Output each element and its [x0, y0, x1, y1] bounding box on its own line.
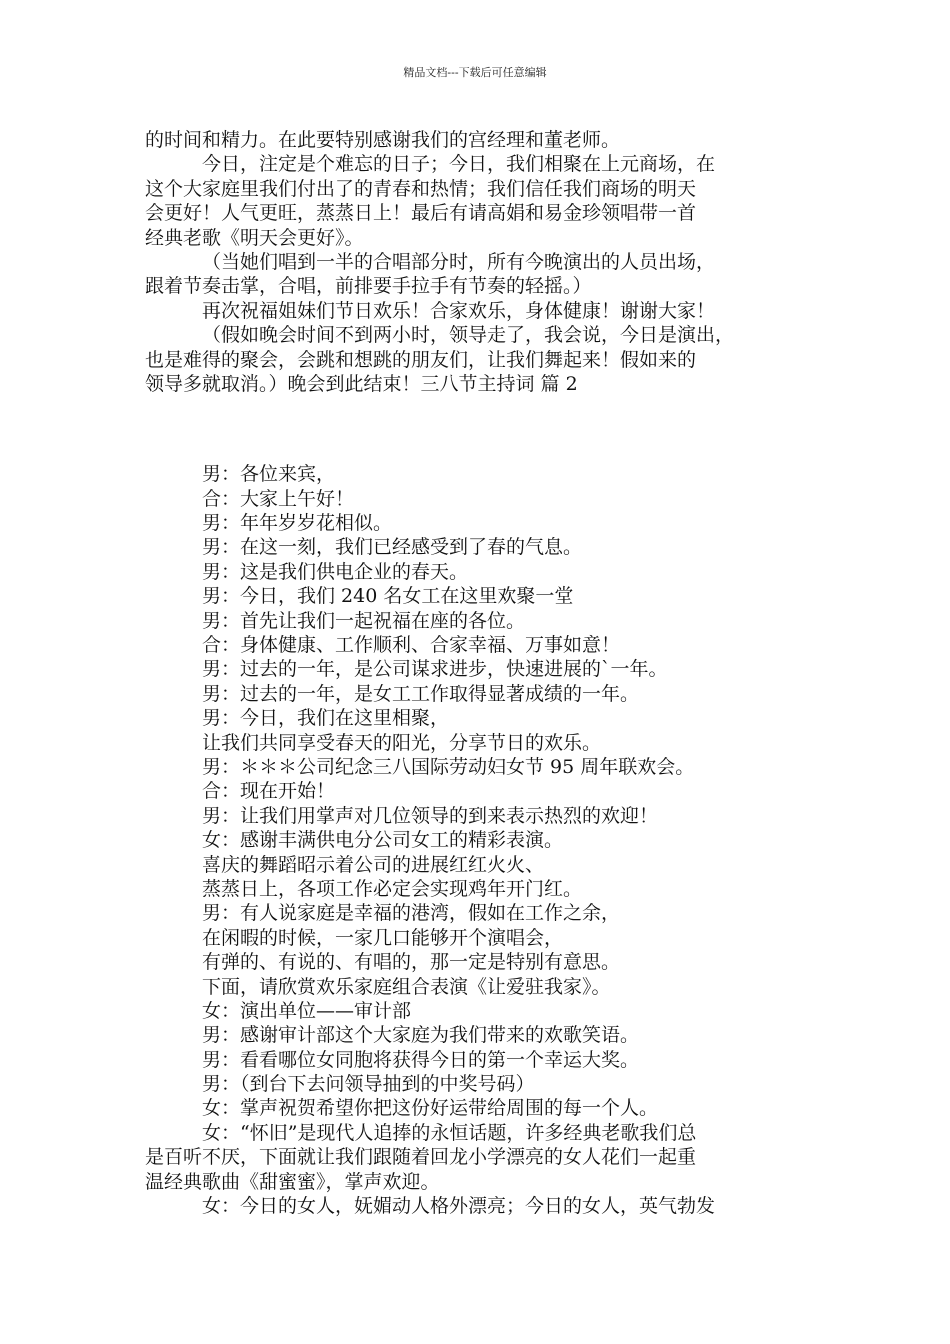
text-line: 男：过去的一年，是公司谋求进步，快速进展的`一年。	[202, 658, 668, 681]
text-line: 下面，请欣赏欢乐家庭组合表演《让爱驻我家》。	[202, 975, 611, 998]
text-line: 女：“怀旧”是现代人追捧的永恒话题，许多经典老歌我们总	[202, 1121, 697, 1144]
section-part2	[145, 462, 825, 1218]
text-line: 女：今日的女人，妩媚动人格外漂亮；今日的女人，英气勃发	[202, 1195, 716, 1218]
text-line: 男：＊＊＊公司纪念三八国际劳动妇女节 95 周年联欢会。	[202, 755, 695, 778]
text-line: 男：首先让我们一起祝福在座的各位。	[202, 609, 526, 632]
text-line: 喜庆的舞蹈昭示着公司的进展红红火火、	[202, 853, 545, 876]
text-line: 女：演出单位——审计部	[202, 999, 412, 1022]
text-line: 这个大家庭里我们付出了的青春和热情；我们信任我们商场的明天	[145, 177, 697, 200]
text-line: 男：在这一刻，我们已经感受到了春的气息。	[202, 536, 583, 559]
text-line: 男：感谢审计部这个大家庭为我们带来的欢歌笑语。	[202, 1024, 640, 1047]
text-line: 经典老歌《明天会更好》。	[145, 226, 364, 249]
text-line: 男：看看哪位女同胞将获得今日的第一个幸运大奖。	[202, 1048, 640, 1071]
text-line: 男：各位来宾，	[202, 463, 336, 486]
text-line: 蒸蒸日上，各项工作必定会实现鸡年开门红。	[202, 877, 583, 900]
page-header: 精品文档---下载后可任意编辑	[403, 66, 547, 79]
text-line: 是百听不厌，下面就让我们跟随着回龙小学漂亮的女人花们一起重	[145, 1146, 697, 1169]
text-line: 男：让我们用掌声对几位领导的到来表示热烈的欢迎！	[202, 804, 659, 827]
text-line: 女：感谢丰满供电分公司女工的精彩表演。	[202, 829, 564, 852]
text-line: 再次祝福姐妹们节日欢乐！合家欢乐，身体健康！谢谢大家！	[202, 299, 716, 322]
text-line: 合：身体健康、工作顺利、合家幸福、万事如意！	[202, 634, 621, 657]
text-line: （假如晚会时间不到两小时，领导走了，我会说，今日是演出，	[202, 324, 735, 347]
text-line: 跟着节奏击掌，合唱，前排要手拉手有节奏的轻摇。）	[145, 275, 592, 298]
text-line: 男：年年岁岁花相似。	[202, 512, 393, 535]
text-line: 男：这是我们供电企业的春天。	[202, 560, 469, 583]
text-line: 的时间和精力。在此要特别感谢我们的宫经理和董老师。	[145, 129, 621, 151]
text-line: 在闲暇的时候，一家几口能够开个演唱会，	[202, 926, 564, 949]
text-line: 会更好！人气更旺，蒸蒸日上！最后有请高娟和易金珍领唱带一首	[145, 202, 697, 225]
text-line: 合：现在开始！	[202, 780, 336, 803]
text-line: 男：有人说家庭是幸福的港湾，假如在工作之余，	[202, 902, 621, 925]
text-line: 合：大家上午好！	[202, 487, 355, 510]
text-line: 领导多就取消。）晚会到此结束！三八节主持词 篇 2	[145, 372, 578, 395]
text-line: 男：今日，我们在这里相聚，	[202, 707, 450, 730]
document-body	[145, 128, 825, 1218]
text-line: 也是难得的聚会，会跳和想跳的朋友们，让我们舞起来！假如来的	[145, 348, 697, 371]
text-line: （当她们唱到一半的合唱部分时，所有今晚演出的人员出场，	[202, 250, 716, 273]
text-line: 今日，注定是个难忘的日子；今日，我们相聚在上元商场，在	[202, 153, 716, 176]
text-line: 女：掌声祝贺希望你把这份好运带给周围的每一个人。	[202, 1097, 659, 1120]
section-part1	[145, 128, 825, 396]
text-line: 男：过去的一年，是女工工作取得显著成绩的一年。	[202, 682, 640, 705]
text-line: 男：今日，我们 240 名女工在这里欢聚一堂	[202, 585, 574, 608]
text-line: 男：（到台下去问领导抽到的中奖号码）	[202, 1073, 535, 1096]
text-line: 温经典歌曲《甜蜜蜜》，掌声欢迎。	[145, 1170, 440, 1193]
text-line: 有弹的、有说的、有唱的，那一定是特别有意思。	[202, 951, 621, 974]
text-line: 让我们共同享受春天的阳光，分享节日的欢乐。	[202, 731, 602, 754]
section-gap	[145, 396, 825, 462]
